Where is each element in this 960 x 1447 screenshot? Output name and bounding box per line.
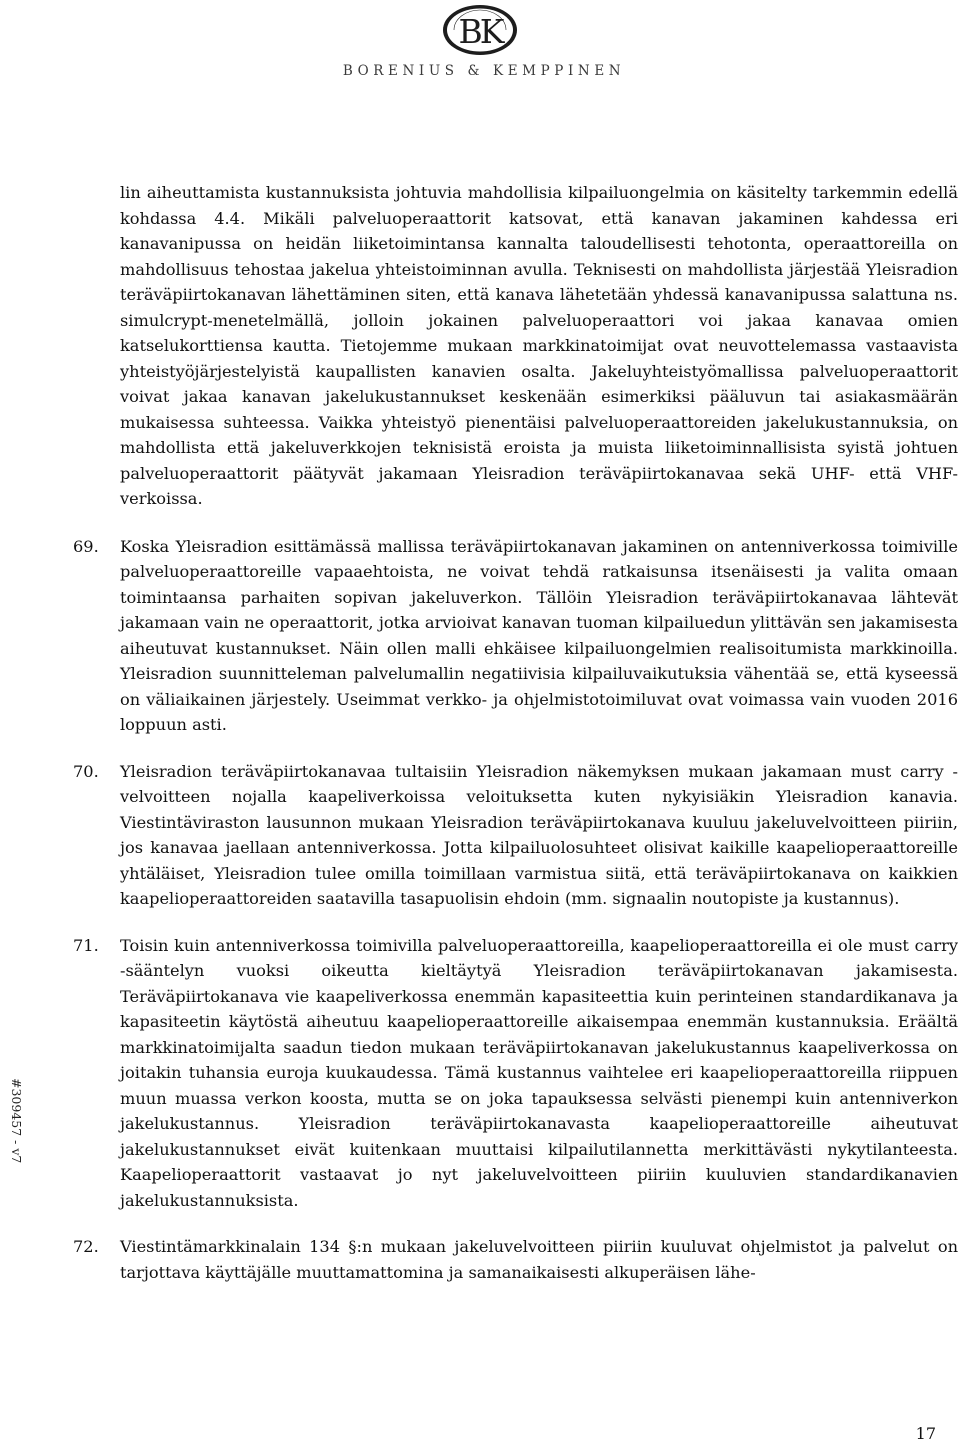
numbered-paragraph-72 [73,1234,958,1285]
paragraph-text: Koska Yleisradion esittämässä mallissa teräväpiirtokanavan jakaminen on antenniverkossa toimiville palveluoperaattoreille vapaaehtoista, ne voivat tehdä ratkaisunsa itsenäisesti ja valita omaan toimintaansa parhaiten sopivan jakeluverkon. Tällöin Yleisradion teräväpiirtokanavaa lähtevät jakamaan vain ne operaattorit, jotka arvioivat kanavan tuoman kilpailuedun ylittävän sen jakamisesta aiheutuvat kustannukset. Näin ollen malli ehkäisee kilpailuongelmien realisoitumista markkinoilla. Yleisradion suunnitteleman palvelumallin negatiivisia kilpailuvaikutuksia vähentää se, että kyseessä on väliaikainen järjestely. Useimmat verkko- ja ohjelmistotoimiluvat ovat voimassa vain vuoden 2016 loppuun asti. [120,536,958,734]
paragraph-number: 70. [73,761,99,781]
paragraph-number: 69. [73,536,99,556]
document-reference: #309457 - v7 [9,1078,24,1164]
numbered-paragraph-69 [73,534,958,738]
intro-paragraph: lin aiheuttamista kustannuksista johtuvia mahdollisia kilpailuongelmia on käsitelty tarkemmin edellä kohdassa 4.4. Mikäli palveluoperaattorit katsovat, että kanavan jakaminen kahdessa eri kanavanipussa on heidän liiketoimintansa kannalta taloudellisesti tehotonta, operaattoreilla on mahdollisuus tehostaa jakelua yhteistoiminnan avulla. Teknisesti on mahdollista järjestää Yleisradion teräväpiirtokanavan lähettäminen siten, että kanava lähetetään yhdessä kanavanipussa salattuna ns. simulcrypt-menetelmällä, jolloin jokainen palveluoperaattori voi jakaa kanavaa omien katselukorttiensa kautta. Tietojemme mukaan markkinatoimijat ovat neuvottelemassa vastaavista yhteistyöjärjestelyistä kaupallisten kanavien osalta. Jakeluyhteistyömallissa palveluoperaattorit voivat jakaa kanavan jakelukustannukset keskenään esimerkiksi pääluvun tai asiakasmäärän mukaisessa suhteessa. Vaikka yhteistyö pienentäisi palveluoperaattoreiden jakelukustannuksia, on mahdollista että jakeluverkkojen teknisistä eroista ja muista liiketoiminnallisista syistä johtuen palveluoperaattorit päätyvät jakamaan Yleisradion teräväpiirtokanavaa sekä UHF- että VHF-verkoissa. [120,183,958,508]
numbered-paragraph-70 [73,759,958,912]
paragraph-text: Yleisradion teräväpiirtokanavaa tultaisiin Yleisradion näkemyksen mukaan jakamaan must carry -velvoitteen nojalla kaapeliverkoissa veloituksetta kuten nykyisiäkin Yleisradion kanavia. Viestintäviraston lausunnon mukaan Yleisradion teräväpiirtokanava kuuluu jakeluvelvoitteen piiriin, jos kanavaa jaellaan antenniverkossa. Jotta kilpailuolosuhteet olisivat kaikille kaapelioperaattoreille yhtäläiset, Yleisradion tulee omilla toimillaan varmistua siitä, että teräväpiirtokanava on kaikkien kaapelioperaattoreiden saatavilla tasapuolisin ehdoin (mm. signaalin noutopiste ja kustannus). [120,761,958,908]
logo-letters: BK [458,12,502,51]
letterhead [0,0,960,100]
bk-logo-icon [440,3,520,58]
paragraph-number: 71. [73,935,99,955]
document-body [73,180,958,1285]
paragraph-text: Toisin kuin antenniverkossa toimivilla palveluoperaattoreilla, kaapelioperaattoreilla ei ole must carry -sääntelyn vuoksi oikeutta kieltäytyä Yleisradion teräväpiirtokanavan jakamisesta. Teräväpiirtokanava vie kaapeliverkossa enemmän kapasiteettia kuin perinteinen standardikanava ja kapasiteetin käytöstä aiheutuu kaapelioperaattoreille aikaisempaa enemmän kustannuksia. Eräältä markkinatoimijalta saadun tiedon mukaan teräväpiirtokanavan jakelukustannus kaapeliverkossa on joitakin tuhansia euroja kuukaudessa. Tämä kustannus vaihtelee eri kaapelioperaattoreilla riippuen muun muassa verkon koosta, mutta se on joka tapauksessa selvästi pienempi kuin antenniverkon jakelukustannus. Yleisradion teräväpiirtokanavasta kaapelioperaattoreille aiheutuvat jakelukustannukset eivät kuitenkaan muuttaisi kilpailutilannetta merkittävästi nykytilanteesta. Kaapelioperaattorit vastaavat jo nyt jakeluvelvoitteen piiriin kuuluvien standardikanavien jakelukustannuksista. [120,935,958,1210]
firm-name: BORENIUS & KEMPPINEN [342,63,626,79]
numbered-paragraph-71 [73,933,958,1214]
page-number: 17 [915,1424,936,1443]
paragraph-number: 72. [73,1237,99,1256]
paragraph-text: Viestintämarkkinalain 134 §:n mukaan jakeluvelvoitteen piiriin kuuluvat ohjelmistot ja palvelut on tarjottava käyttäjälle muuttamattomina ja samanaikaisesti alkuperäisen lähe- [120,1237,958,1282]
